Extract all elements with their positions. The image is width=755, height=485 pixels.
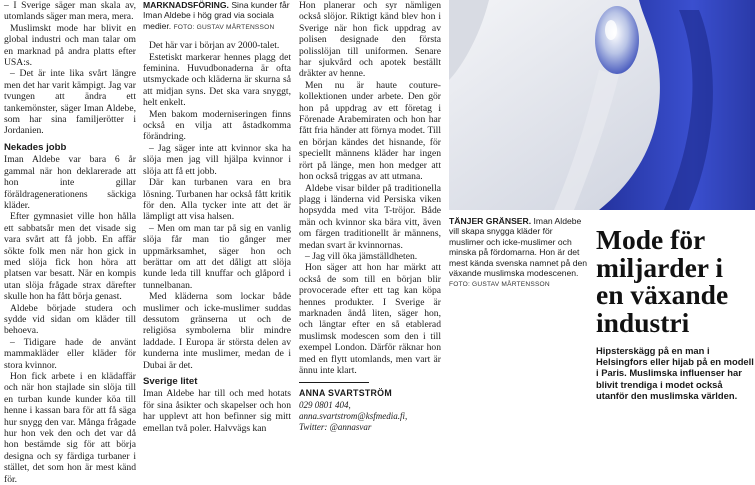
author-phone: 029 0801 404, bbox=[299, 399, 351, 410]
body-paragraph: Men nu är haute couture-kollektionen under arbete. Den gör hon på uppdrag av ett företag i Förenade Arabemiraten och hon har fått fria händer att förnya modet. Till en början kändes det hisnande, för speciellt männens kläder har ingen rört på länge, men hon medger att hon också triggas av att utmana. bbox=[299, 79, 441, 183]
body-paragraph: Iman Aldebe var bara 6 år gammal när hon deklarerade att hon inte gillar föräldragenerationens säckiga kläder. bbox=[4, 154, 136, 211]
body-paragraph: Med kläderna som lockar både muslimer och icke-muslimer suddas dessutom gränserna ut och de religiösa symbolerna blir mindre laddade. I Europa är största delen av kunderna inte muslimer, medan de i Dubai är det. bbox=[143, 291, 291, 371]
article-column-2 bbox=[143, 0, 291, 434]
byline-divider bbox=[299, 382, 369, 383]
body-paragraph: – I Sverige säger man skala av, utomlands säger man mera, mera. bbox=[4, 0, 136, 23]
caption-text: Iman Aldebe vill skapa snygga kläder för muslimer och icke-muslimer och minska på fördomarna. Hon är det mest kända svenska namnet på den växande muslimska modescenen. bbox=[449, 216, 588, 279]
photo-illustration bbox=[449, 0, 755, 210]
caption-lead: TÄNJER GRÄNSER. bbox=[449, 216, 532, 226]
body-paragraph: – Det är inte lika svårt längre men det har varit kämpigt. Jag var tvungen att ändra ett tankemönster, säger Iman Aldebe, som har sina familjerötter i Jordanien. bbox=[4, 68, 136, 137]
article-column-3 bbox=[299, 0, 441, 433]
photo-credit: FOTO: GUSTAV MÅRTENSSON bbox=[173, 23, 275, 31]
author-twitter[interactable]: Twitter: @annasvar bbox=[299, 421, 372, 432]
body-paragraph: – Jag vill öka jämställdheten. bbox=[305, 250, 418, 262]
body-paragraph: Men bakom moderniseringen finns också en vilja att åstadkomma förändring. bbox=[143, 108, 291, 143]
author-name: ANNA SVARTSTRÖM bbox=[299, 388, 392, 399]
body-paragraph: Aldebe visar bilder på traditionella plagg i länderna vid Persiska viken hopsydda med vita T-tröjor. Både män och kvinnor ska bära vitt, även om färgen traditionellt är männens, medan svart är kvinnornas. bbox=[299, 182, 441, 251]
photo-credit: FOTO: GUSTAV MÅRTENSSON bbox=[449, 281, 550, 289]
image-caption bbox=[143, 0, 291, 33]
body-paragraph: Aldebe började studera och sydde vid sidan om kläder till behoeva. bbox=[4, 302, 136, 337]
body-paragraph: Estetiskt markerar hennes plagg det feminina. Huvudbonaderna är ofta utsmyckade och kläderna är skurna så att midjan syns. Det ska vara snyggt, helt enkelt. bbox=[143, 51, 291, 109]
caption-text: Sina kunder får Iman Aldebe i hög grad via sociala medier. bbox=[143, 0, 290, 31]
body-paragraph: Hon fick arbete i en klädaffär och när hon stajlade sin slöja till en turban kunde kunder köa till henne i kassan bara för att få säga hur snygg den var. Många frågade hur hon vek den och det var då hon bestämde sig för att börja designa och sy färdiga turbaner i stället, det som hon är mest känd för. bbox=[4, 371, 136, 485]
body-paragraph: Efter gymnasiet ville hon hålla ett sabbatsår men det visade sig vara svårt att få jobb. En affär sökte folk men när hon gick in med slöja fick hon höra att platsen var besatt. När en kompis utan slöja frågade strax därefter skulle hon ha fått börja genast. bbox=[4, 211, 136, 303]
article-lead: Hipsterskägg på en man i Helsingfors eller hijab på en modell i Paris. Muslimska influenser har blivit trendiga i modet också utanför den muslimska världen. bbox=[596, 345, 754, 401]
article-headline: Mode för miljarder i en växande industri bbox=[596, 224, 729, 338]
caption-lead: MARKNADSFÖRING. bbox=[143, 0, 229, 10]
body-paragraph: – Men om man tar på sig en vanlig slöja får man tio gånger mer uppmärksamhet, säger hon och berättar om att det dåligt att slöja kunde leda till knuffar och glåpord i tunnelbanan. bbox=[143, 222, 291, 291]
article-photo bbox=[449, 0, 755, 210]
body-paragraph: Där kan turbanen vara en bra lösning. Turbanen har också fått kritik för den. Alla tycker inte att det är lämpligt att visa halsen. bbox=[143, 177, 291, 223]
body-paragraph: – Tidigare hade de använt mammakläder eller kläder för stora kvinnor. bbox=[4, 336, 136, 371]
body-paragraph: Det här var i början av 2000-talet. bbox=[149, 40, 280, 52]
body-paragraph: Hon planerar och syr nämligen också slöjor. Riktigt känd blev hon i Sverige när hon fick uppdrag av polisen designade den första polisslöjan till uniformen. Senare har sjukvård och apotek beställt dräkter av henne. bbox=[299, 0, 441, 80]
subheading: Nekades jobb bbox=[4, 141, 67, 153]
photo-caption bbox=[449, 216, 589, 291]
body-paragraph: Muslimskt mode har blivit en global industri och man talar om en marknad på andra platts efter USA:s. bbox=[4, 22, 136, 69]
body-paragraph: – Jag säger inte att kvinnor ska ha slöja men jag vill hjälpa kvinnor i slöja att få ett jobb. bbox=[143, 142, 291, 177]
article-column-1 bbox=[4, 0, 136, 485]
body-paragraph: Hon säger att hon har märkt att också de som till en början blir provocerade efter ett tag kan köpa hennes produkter. I Sverige är marknaden ändå liten, säger hon, och längtar efter en så etablerad muslimsk modescen som den i till exempel London. Därför räknar hon med en flytt utomlands, men vart är ännu inte klart. bbox=[299, 262, 441, 376]
subheading: Sverige litet bbox=[143, 376, 198, 387]
body-paragraph: Iman Aldebe har till och med hotats för sina åsikter och skapelser och hon har upplevt att hon befinner sig mitt emellan två poler. Halvvägs kan bbox=[143, 388, 291, 434]
author-email[interactable]: anna.svartstrom@ksfmedia.fi, bbox=[299, 410, 408, 421]
